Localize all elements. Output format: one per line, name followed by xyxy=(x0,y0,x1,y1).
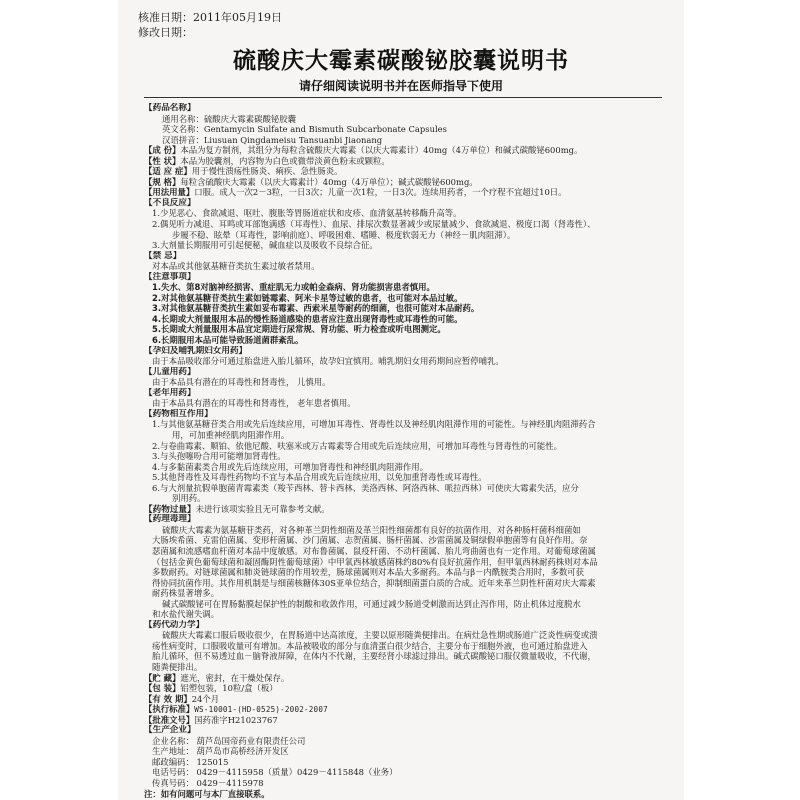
character-row xyxy=(144,156,662,167)
generic-name: 通用名称：硫酸庆大霉素碳酸铋胶囊 xyxy=(162,113,296,124)
storage-text: 遮光，密封，在干燥处保存。 xyxy=(180,672,290,683)
precaution-line: 1.失水、第8对脑神经损害、重症肌无力或帕金森病、肾功能损害患者慎用。 xyxy=(152,282,435,293)
standard-text: WS-10001-(HD-0525)-2002-2007 xyxy=(194,705,328,715)
section-adverse-heading: 【不良反应】 xyxy=(144,197,196,208)
indication-label: 【适 应 症】 xyxy=(144,166,192,177)
overdose-text: 未进行该项实验且无可靠参考文献。 xyxy=(195,503,330,514)
approval-row xyxy=(144,715,662,726)
section-children-heading: 【儿童用药】 xyxy=(144,366,196,377)
character-label: 【性 状】 xyxy=(144,155,181,166)
pharmacology-line: 大肠埃希菌、克雷伯菌属、变形杆菌属、沙门菌属、志贺菌属、肠杆菌属、沙雷菌属及铜绿假单胞菌等有良好作用。奈 xyxy=(152,535,588,546)
adverse-line: 3.大剂量长期服用可引起便秘，碱血症以及吸收不良综合征。 xyxy=(152,240,378,251)
pharmacology-line: 瑟菌属和流感嗜血杆菌对本品中度敏感。对布鲁菌属、鼠疫杆菌、不动杆菌属、胎儿弯曲菌也有一定作用。对葡萄球菌属 xyxy=(152,545,596,556)
section-elderly-heading: 【老年用药】 xyxy=(144,387,196,398)
validity-text: 24个月 xyxy=(191,693,220,704)
pharmacokinetics-line: 随粪便排出。 xyxy=(152,661,203,672)
section-precautions-heading: 【注意事项】 xyxy=(144,271,196,282)
section-interactions-heading: 【药物相互作用】 xyxy=(144,408,213,419)
children-text: 由于本品具有潜在的耳毒性和肾毒性， 儿慎用。 xyxy=(152,377,331,388)
leaflet-body xyxy=(144,103,662,799)
interaction-line: 6.与大剂量抗假单胞菌青霉素类（羧苄西林、替卡西林、美洛西林、阿洛西林、哌拉西林）可使庆大霉素失活，应分 xyxy=(152,482,579,493)
adverse-line: 2.偶见听力减退、耳鸣或耳部饱满感（耳毒性）、血尿、排尿次数显著减少或尿量减少、食欲减退、极度口渴（肾毒性）、 xyxy=(152,219,596,230)
spec-row xyxy=(144,177,662,188)
section-pharmacology-heading: 【药理毒理】 xyxy=(144,514,196,525)
package-text: 铝塑包装，10粒/盒（板） xyxy=(180,683,278,694)
package-label: 【包 装】 xyxy=(144,683,181,694)
elderly-text: 由于本品具有潜在的耳毒性和肾毒性， 老年患者慎用。 xyxy=(152,398,356,409)
pharmacology-line: 碱式碳酸铋可在胃肠黏膜起保护性的制酸和收敛作用，可通过减少肠道受刺激而达到止泻作用，防止机体过度脱水 xyxy=(162,598,581,609)
section-manufacturer-heading: 【生产企业】 xyxy=(144,725,196,736)
interaction-line: 3.与头孢噻吩合用可能增加肾毒性。 xyxy=(152,451,286,462)
revision-date: 修改日期： xyxy=(138,26,193,39)
pregnancy-text: 由于本品吸收部分可通过胎盘进入胎儿循环，故孕妇宜慎用。哺乳期妇女用药期间应暂停哺乳。 xyxy=(152,356,504,367)
overdose-row xyxy=(144,504,662,515)
dosage-text: 口服。成人一次2－3粒，一日3次；儿童一次1粒，一日3次。连续用药者，一个疗程不宜超过10日。 xyxy=(194,187,567,198)
section-drug-name-heading: 【药品名称】 xyxy=(144,103,196,113)
pharmacology-line: （包括金黄色葡萄球菌和凝固酶阴性葡萄球菌）中甲氧西林敏感菌株约80%有良好抗菌作用，但甲氧西林耐药株则对本品 xyxy=(152,556,598,567)
dosage-row xyxy=(144,187,662,198)
precaution-line: 2.对其他氨基糖苷类抗生素如链霉素、阿米卡星等过敏的患者，也可能对本品过敏。 xyxy=(152,292,463,303)
precaution-line: 3.对其他氨基糖苷类抗生素如妥布霉素、西索米星等耐药的细菌，也很可能对本品耐药。 xyxy=(152,303,480,314)
manufacturer-fax: 传真号码： 0429－4115978 xyxy=(152,778,264,788)
composition-label: 【成 份】 xyxy=(144,145,181,156)
package-row xyxy=(144,683,662,694)
manufacturer-company: 企业名称： 葫芦岛国帝药业有限责任公司 xyxy=(152,735,306,746)
composition-row xyxy=(144,145,662,156)
interaction-line: 用，可加重神经肌肉阻滞作用。 xyxy=(172,429,290,440)
validity-row xyxy=(144,694,662,705)
precaution-line: 5.长期或大剂量服用本品宜定期进行尿常规、肾功能、听力检查或听电图测定。 xyxy=(152,324,446,335)
interaction-line: 别用药。 xyxy=(172,493,206,504)
document-title: 硫酸庆大霉素碳酸铋胶囊说明书 xyxy=(233,48,569,74)
english-name: 英文名称：Gentamycin Sulfate and Bismuth Subcarbonate Capsules xyxy=(162,124,447,135)
pharmacokinetics-line: 胎儿循环，但不易透过血－脑脊液屏障，在体内不代谢，主要经肾小球滤过排出。碱式碳酸铋口服仅微量吸收，不代谢， xyxy=(152,651,596,662)
storage-label: 【贮 藏】 xyxy=(144,672,181,683)
leaflet-sheet xyxy=(118,0,684,800)
storage-row xyxy=(144,673,662,684)
contraindication-text: 对本品或其他氨基糖苷类抗生素过敏者禁用。 xyxy=(152,261,320,272)
dosage-label: 【用法用量】 xyxy=(144,187,195,198)
section-contraindication-heading: 【禁 忌】 xyxy=(144,250,182,261)
manufacturer-postcode: 邮政编码： 125015 xyxy=(152,756,229,767)
interaction-line: 2.与卷曲霉素、顺铂、依他尼酸、呋塞米或万古霉素等合用或先后连续应用，可增加耳毒性与肾毒性的可能性。 xyxy=(152,440,562,451)
pinyin-name: 汉语拼音：Liusuan Qingdameisu Tansuanbi Jiaonang xyxy=(162,134,383,145)
precaution-line: 4.长期或大剂量服用本品的慢性肠道感染的患者应注意出现肾毒性或耳毒性的可能。 xyxy=(152,313,463,324)
indication-row xyxy=(144,166,662,177)
interaction-line: 5.其他肾毒性及耳毒性药物均不宜与本品合用或先后连续应用，以免加重肾毒性或耳毒性。 xyxy=(152,472,487,483)
indication-text: 用于慢性溃疡性肠炎、痢疾、急性肠炎。 xyxy=(191,166,343,177)
dates-block xyxy=(138,10,282,40)
approval-label: 【批准文号】 xyxy=(144,714,195,725)
adverse-line: 步履不稳、眩晕（耳毒性，影响前庭）、呼吸困难、嗜睡、极度软弱无力（神经－肌肉阻滞）。 xyxy=(172,229,516,240)
manufacturer-address: 生产地址： 葫芦岛市高桥经济开发区 xyxy=(152,746,289,757)
pharmacology-line: 耐药株显著增多。 xyxy=(152,588,219,599)
manufacturer-phone: 电话号码： 0429－4115958（质量）0429－4115848（业务） xyxy=(152,767,398,778)
validity-label: 【有 效 期】 xyxy=(144,693,192,704)
interaction-line: 4.与多黏菌素类合用或先后连续应用，可增加肾毒性和神经肌肉阻滞作用。 xyxy=(152,461,428,472)
interaction-line: 1.与其他氨基糖苷类合用或先后连续应用，可增加耳毒性、肾毒性以及神经肌肉阻滞作用的可能性。与神经肌肉阻滞药合 xyxy=(152,419,596,430)
character-text: 本品为胶囊剂，内容物为白色或微带淡黄色粉末或颗粒。 xyxy=(180,155,390,166)
composition-text: 本品为复方制剂，其组分为每粒含硫酸庆大霉素（以庆大霉素计）40mg（4万单位）和碱式碳酸铋600mg。 xyxy=(180,145,583,156)
document-subtitle: 请仔细阅读说明书并在医师指导下使用 xyxy=(298,79,503,93)
pharmacology-line: 硫酸庆大霉素为氨基糖苷类药，对各种革兰阴性细菌及革兰阳性细菌都有良好的抗菌作用，对各种肠杆菌科细菌如 xyxy=(162,524,581,535)
section-pregnancy-heading: 【孕妇及哺乳期妇女用药】 xyxy=(144,345,248,356)
pharmacokinetics-line: 疡性病变时，口服吸收量可有增加。本品被吸收的部分与血清蛋白很少结合，主要分布于细胞外液，也可通过胎盘进入 xyxy=(152,640,588,651)
pharmacology-line: 得协同抗菌作用。其作用机制是与细菌核糖体30S亚单位结合，抑制细菌蛋白质的合成。近年来革兰阴性杆菌对庆大霉素 xyxy=(152,577,596,588)
standard-label: 【执行标准】 xyxy=(144,704,195,715)
precaution-line: 6.长期服用本品可能导致肠道菌群紊乱。 xyxy=(152,335,304,346)
footer-note: 注：如有问题可与本厂直接联系。 xyxy=(144,788,270,799)
pharmacology-line: 多数耐药。对链球菌属和肺炎链球菌的作用较差，肠球菌属则对本品大多耐药。本品与β－内酰胺类合用时，多数可获 xyxy=(152,567,584,578)
standard-row xyxy=(144,704,662,715)
pharmacology-line: 和水盐代谢失调。 xyxy=(152,609,219,620)
spec-label: 【规 格】 xyxy=(144,176,181,187)
section-pharmacokinetics-heading: 【药代动力学】 xyxy=(144,619,205,630)
overdose-label: 【药物过量】 xyxy=(144,504,196,515)
divider-top xyxy=(144,97,662,98)
approval-date: 核准日期：2011年05月19日 xyxy=(138,11,282,24)
approval-text: 国药准字H21023767 xyxy=(194,714,278,725)
adverse-line: 1.少见恶心、食欲减退、呕吐、腹胀等胃肠道症状和皮疹、血清氨基转移酶升高等。 xyxy=(152,208,462,219)
pharmacokinetics-line: 硫酸庆大霉素口服后吸收很少，在胃肠道中达高浓度，主要以原形随粪便排出。在病灶急性期或肠道广泛炎性病变或溃 xyxy=(162,630,598,641)
spec-text: 每粒含硫酸庆大霉素（以庆大霉素计）40mg（4万单位）；碱式碳酸铋600mg。 xyxy=(180,176,478,187)
